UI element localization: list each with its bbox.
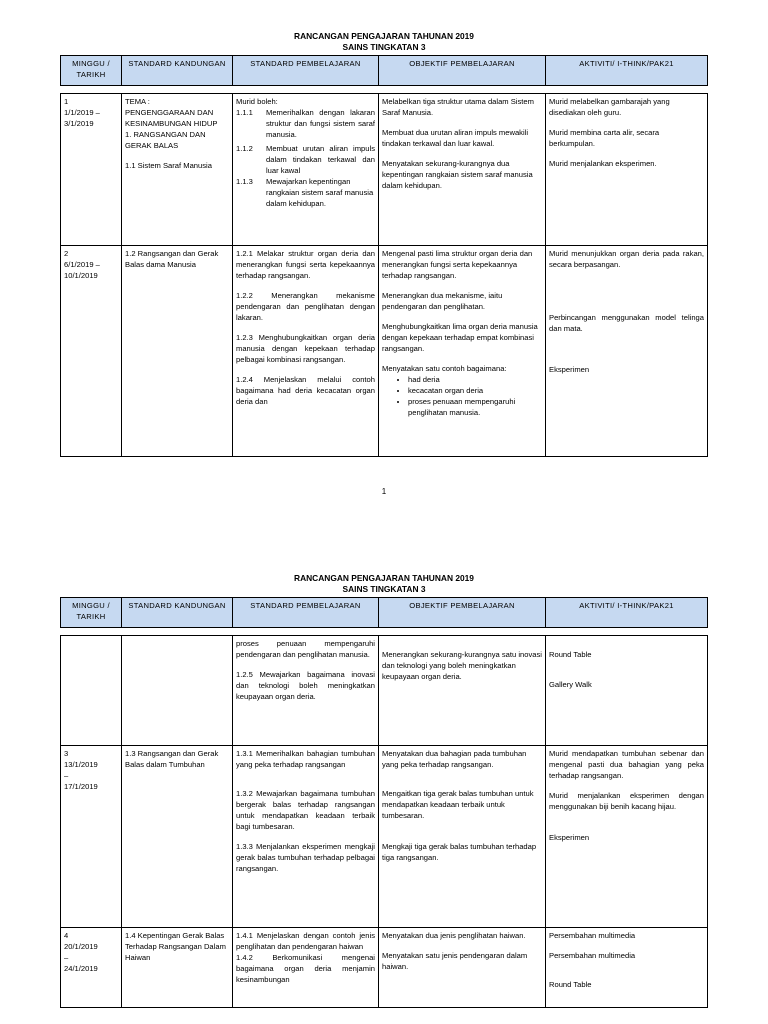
activity-text: Murid membina carta alir, secara berkumpulan.: [549, 128, 660, 148]
pembelajaran-cell: [233, 746, 379, 928]
activity-text: Eksperimen: [549, 833, 590, 842]
title-line-1: RANCANGAN PENGAJARAN TAHUNAN 2019: [294, 31, 474, 41]
date-start: 6/1/2019 –: [64, 260, 100, 269]
objective-text: Menerangkan dua mekanisme, iaitu pendengaran dan penglihatan.: [382, 291, 503, 311]
kandungan-cell: [122, 928, 233, 1008]
activity-text: Round Table: [549, 650, 592, 659]
list-item: • had deria: [408, 374, 542, 385]
header-objektif: OBJEKTIF PEMBELAJARAN: [379, 56, 546, 86]
table-row: [61, 636, 708, 746]
objektif-cell: [379, 246, 546, 457]
objective-text: Menghubungkaitkan lima organ deria manusia dengan kepekaan terhadap empat kombinasi rangsangan.: [382, 322, 538, 353]
item-number: 1.1.1: [236, 108, 253, 117]
header-pembelajaran: STANDARD PEMBELAJARAN: [233, 56, 379, 86]
objektif-cell: [379, 636, 546, 746]
objective-text: Menyatakan dua bahagian pada tumbuhan yang peka terhadap rangsangan.: [382, 749, 527, 769]
date-start: 13/1/2019: [64, 760, 98, 769]
pembelajaran-text: 1.3.3 Menjalankan eksperimen mengkaji gerak balas tumbuhan terhadap pelbagai rangsangan.: [236, 842, 375, 873]
pembelajaran-text: proses penuaan mempengaruhi pendengaran dan penglihatan manusia.: [236, 639, 375, 659]
objective-text: Menyatakan satu contoh bagaimana:: [382, 364, 507, 373]
kandungan-cell: [122, 246, 233, 457]
table-row: [61, 928, 708, 1008]
activity-text: Perbincangan menggunakan model telinga dan mata.: [549, 313, 704, 333]
table-row: [61, 746, 708, 928]
objective-bullet-list: [382, 374, 542, 418]
table-gap-row: [61, 86, 708, 94]
objective-text: Menyatakan dua jenis penglihatan haiwan.: [382, 931, 526, 940]
list-item: [236, 143, 375, 176]
header-aktiviti: AKTIVITI/ I-THINK/PAK21: [546, 56, 708, 86]
header-minggu: MINGGU / TARIKH: [61, 56, 122, 86]
aktiviti-cell: [546, 94, 708, 246]
list-item: • proses penuaan mempengaruhi penglihatan manusia.: [408, 396, 542, 418]
activity-text: Murid menunjukkan organ deria pada rakan, secara berpasangan.: [549, 249, 704, 269]
date-start: 20/1/2019: [64, 942, 98, 951]
subtopic: 1.4 Kepentingan Gerak Balas Terhadap Rangsangan Dalam Haiwan: [125, 931, 226, 962]
date-dash: –: [64, 771, 69, 780]
activity-text: Murid mendapatkan tumbuhan sebenar dan mengenal pasti dua bahagian yang peka terhadap rangsangan.: [549, 749, 704, 780]
list-item: • kecacatan organ deria: [408, 385, 542, 396]
title-line-2: SAINS TINGKATAN 3: [342, 584, 426, 594]
lesson-plan-table-page-1: [60, 55, 708, 457]
page-number: 1: [381, 487, 387, 496]
aktiviti-cell: [546, 746, 708, 928]
kandungan-cell: [122, 746, 233, 928]
header-minggu: MINGGU / TARIKH: [61, 598, 122, 628]
title-line-1: RANCANGAN PENGAJARAN TAHUNAN 2019: [294, 573, 474, 583]
aktiviti-cell: [546, 246, 708, 457]
subtopic: 1.2 Rangsangan dan Gerak Balas dama Manusia: [125, 249, 219, 269]
objektif-cell: [379, 928, 546, 1008]
activity-text: Murid menjalankan eksperimen dengan menggunakan biji benih kacang hijau.: [549, 791, 704, 811]
activity-text: Eksperimen: [549, 365, 590, 374]
subtopic: 1.3 Rangsangan dan Gerak Balas dalam Tumbuhan: [125, 749, 219, 769]
pembelajaran-text: 1.2.1 Melakar struktur organ deria dan menerangkan fungsi serta kepekaannya terhadap rangsangan.: [236, 249, 375, 280]
header-kandungan: STANDARD KANDUNGAN: [122, 56, 233, 86]
table-header-row: [61, 598, 708, 628]
unit-title: 1. RANGSANGAN DAN GERAK BALAS: [125, 130, 206, 150]
pembelajaran-cell: [233, 636, 379, 746]
date-end: 24/1/2019: [64, 964, 98, 973]
table-row: [61, 246, 708, 457]
objective-text: Membuat dua urutan aliran impuls mewakili tindakan terkawal dan luar kawal.: [382, 128, 529, 148]
kandungan-cell: [122, 94, 233, 246]
activity-text: Round Table: [549, 980, 592, 989]
item-text: Membuat urutan aliran impuls dalam tindakan terkawal dan luar kawal: [266, 144, 375, 175]
minggu-cell: [61, 246, 122, 457]
list-item: [236, 176, 375, 209]
week-number: 1: [64, 97, 69, 106]
table-row: [61, 94, 708, 246]
pembelajaran-text: 1.2.3 Menghubungkaitkan organ deria manusia dengan kepekaan terhadap pelbagai kombinasi rangsangan.: [236, 333, 375, 364]
date-end: 17/1/2019: [64, 782, 98, 791]
objective-text: Melabelkan tiga struktur utama dalam Sistem Saraf Manusia.: [382, 97, 534, 117]
objective-text: Mengkaji tiga gerak balas tumbuhan terhadap tiga rangsangan.: [382, 842, 537, 862]
date-dash: –: [64, 953, 69, 962]
activity-text: Gallery Walk: [549, 680, 592, 689]
page-title: [0, 31, 768, 53]
objective-text: Menyatakan sekurang-kurangnya dua kepentingan rangkaian sistem saraf manusia dalam kehidupan.: [382, 159, 533, 190]
header-objektif: OBJEKTIF PEMBELAJARAN: [379, 598, 546, 628]
week-number: 2: [64, 249, 69, 258]
table-header-row: [61, 56, 708, 86]
subtopic: 1.1 Sistem Saraf Manusia: [125, 161, 212, 170]
activity-text: Persembahan multimedia: [549, 951, 636, 960]
minggu-cell: [61, 746, 122, 928]
item-text: Mewajarkan kepentingan rangkaian sistem saraf manusia dalam kehidupan.: [266, 177, 374, 208]
date-end: 10/1/2019: [64, 271, 98, 280]
pembelajaran-text: 1.2.5 Mewajarkan bagaimana inovasi dan teknologi boleh meningkatkan keupayaan organ deria.: [236, 670, 375, 701]
header-pembelajaran: STANDARD PEMBELAJARAN: [233, 598, 379, 628]
minggu-cell: [61, 94, 122, 246]
pembelajaran-text: 1.2.2 Menerangkan mekanisme pendengaran dan penglihatan dengan lakaran.: [236, 291, 375, 322]
objektif-cell: [379, 94, 546, 246]
list-item: [236, 107, 375, 140]
pembelajaran-cell: [233, 928, 379, 1008]
date-start: 1/1/2019 –: [64, 108, 100, 117]
minggu-cell: [61, 636, 122, 746]
item-number: 1.1.2: [236, 144, 253, 153]
objektif-cell: [379, 746, 546, 928]
header-aktiviti: AKTIVITI/ I-THINK/PAK21: [546, 598, 708, 628]
pembelajaran-text: 1.4.1 Menjelaskan dengan contoh jenis penglihatan dan pendengaran haiwan: [236, 931, 375, 951]
table-gap-row: [61, 628, 708, 636]
objective-text: Mengaitkan tiga gerak balas tumbuhan untuk mendapatkan keadaan terbaik untuk tumbesaran.: [382, 789, 534, 820]
aktiviti-cell: [546, 636, 708, 746]
tema-label: TEMA :: [125, 97, 150, 106]
title-line-2: SAINS TINGKATAN 3: [342, 42, 426, 52]
objective-text: Menerangkan sekurang-kurangnya satu inovasi dan teknologi yang boleh meningkatkan keupayaan organ deria.: [382, 650, 542, 681]
page-title: [0, 573, 768, 595]
pembelajaran-cell: [233, 94, 379, 246]
pembelajaran-text: 1.2.4 Menjelaskan melalui contoh bagaimana had deria kecacatan organ deria dan: [236, 375, 375, 406]
aktiviti-cell: [546, 928, 708, 1008]
lesson-plan-table-page-2: [60, 597, 708, 1008]
kandungan-cell: [122, 636, 233, 746]
date-end: 3/1/2019: [64, 119, 94, 128]
activity-text: Murid melabelkan gambarajah yang disediakan oleh guru.: [549, 97, 670, 117]
item-text: Memerihalkan dengan lakaran struktur dan fungsi sistem saraf manusia.: [266, 108, 375, 139]
objective-text: Mengenal pasti lima struktur organ deria dan menerangkan fungsi serta kepekaannya terhadap rangsangan.: [382, 249, 533, 280]
item-number: 1.1.3: [236, 177, 253, 186]
pembelajaran-cell: [233, 246, 379, 457]
pembelajaran-text: 1.4.2 Berkomunikasi mengenai bagaimana organ deria menjamin kesinambungan: [236, 953, 375, 984]
pembelajaran-intro: Murid boleh:: [236, 97, 278, 106]
tema-name: PENGENGGARAAN DAN KESINAMBUNGAN HIDUP: [125, 108, 218, 128]
minggu-cell: [61, 928, 122, 1008]
header-kandungan: STANDARD KANDUNGAN: [122, 598, 233, 628]
activity-text: Murid menjalankan eksperimen.: [549, 159, 657, 168]
objective-text: Menyatakan satu jenis pendengaran dalam haiwan.: [382, 951, 528, 971]
week-number: 4: [64, 931, 69, 940]
pembelajaran-text: 1.3.1 Memerihalkan bahagian tumbuhan yang peka terhadap rangsangan: [236, 749, 375, 769]
pembelajaran-text: 1.3.2 Mewajarkan bagaimana tumbuhan bergerak balas terhadap rangsangan untuk mendapatkan keadaan terbaik bagi tumbesaran.: [236, 789, 375, 831]
week-number: 3: [64, 749, 69, 758]
activity-text: Persembahan multimedia: [549, 931, 636, 940]
